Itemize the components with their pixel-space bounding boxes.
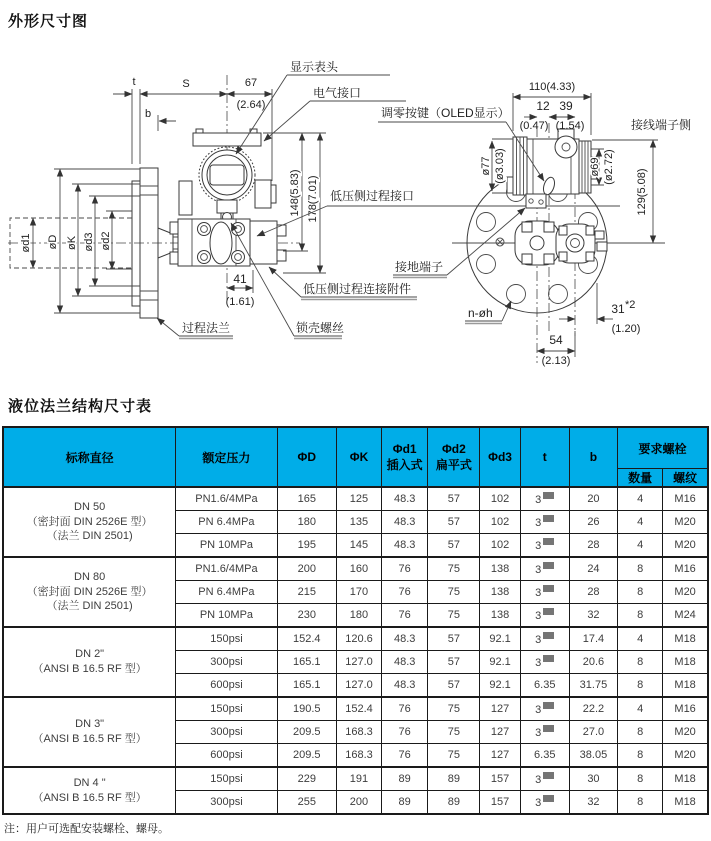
phi-d2-cell: 57 [428, 511, 480, 534]
bolt-thread-cell: M20 [663, 534, 708, 558]
phi-d1-cell: 89 [382, 791, 428, 815]
diameter-dims [20, 169, 140, 313]
phi-d3-cell: 102 [480, 487, 520, 511]
table-row [3, 487, 708, 511]
header-b: b [569, 427, 617, 487]
phi-k-cell: 180 [336, 604, 381, 628]
phi-k-cell: 135 [336, 511, 381, 534]
bolt-qty-cell: 8 [618, 651, 663, 674]
t-cell: 6.35 [520, 744, 569, 768]
phi-d3-cell: 138 [480, 581, 520, 604]
dim-o69: ø69 [589, 157, 601, 177]
drawing-title: 外形尺寸图 [8, 13, 89, 30]
phi-d2-cell: 75 [428, 697, 480, 721]
phi-d-cell: 229 [277, 767, 336, 791]
manifold-front [515, 221, 607, 265]
pressure-cell: 300psi [176, 721, 277, 744]
phi-d3-cell: 127 [480, 744, 520, 768]
dim-od1: ød1 [20, 233, 32, 253]
phi-d-cell: 200 [277, 557, 336, 581]
header-phi-d3: Φd3 [480, 427, 520, 487]
nominal-diameter-cell: DN 50 （密封面 DIN 2526E 型） （法兰 DIN 2501) [3, 487, 176, 557]
lp-side-block [250, 221, 277, 264]
dim-54-group [537, 331, 575, 367]
dim-178: 178(7.01) [307, 175, 319, 223]
bolt-thread-cell: M18 [663, 767, 708, 791]
bolt-holes-label: n-øh [468, 306, 493, 320]
housing-assembly [507, 129, 597, 208]
nominal-diameter-cell: DN 80 （密封面 DIN 2526E 型） （法兰 DIN 2501) [3, 557, 176, 627]
phi-d2-cell: 75 [428, 721, 480, 744]
outline-dimension-drawing [0, 31, 711, 381]
header-required-bolts: 要求螺栓 [618, 427, 708, 469]
bolt-thread-cell: M20 [663, 744, 708, 768]
phi-d-cell: 165.1 [277, 651, 336, 674]
phi-d2-cell: 89 [428, 791, 480, 815]
b-cell: 32 [569, 791, 617, 815]
t-cell: 3 [520, 651, 569, 674]
flange-dimensions-table [2, 426, 709, 815]
phi-d3-cell: 102 [480, 511, 520, 534]
dim-12-inch: (0.47) [519, 120, 549, 132]
dim-od3: ød3 [83, 232, 95, 252]
phi-d3-cell: 138 [480, 557, 520, 581]
bolt-qty-cell: 4 [618, 534, 663, 558]
phi-d2-cell: 75 [428, 581, 480, 604]
phi-d-cell: 230 [277, 604, 336, 628]
pressure-cell: 300psi [176, 651, 277, 674]
phi-d2-cell: 57 [428, 674, 480, 698]
redacted-box [543, 515, 554, 522]
phi-k-cell: 127.0 [336, 674, 381, 698]
table-body [3, 487, 708, 814]
bolt-qty-cell: 4 [618, 487, 663, 511]
nominal-diameter-cell: DN 2" （ANSI B 16.5 RF 型） [3, 627, 176, 697]
redacted-box [543, 492, 554, 499]
phi-d-cell: 152.4 [277, 627, 336, 651]
bolt-thread-cell: M18 [663, 651, 708, 674]
footnote: 注：用户可选配安装螺栓、螺母。 [4, 823, 169, 835]
bolt-thread-cell: M20 [663, 721, 708, 744]
ground-terminal-label: 接地端子 [395, 260, 444, 274]
lock-screw-label: 锁壳螺丝 [296, 321, 345, 335]
dim-148: 148(5.83) [289, 169, 301, 217]
phi-d1-cell: 76 [382, 744, 428, 768]
header-phi-k: ΦK [336, 427, 381, 487]
redacted-box [543, 608, 554, 615]
phi-k-cell: 160 [336, 557, 381, 581]
header-phi-d: ΦD [277, 427, 336, 487]
dim-41: 41 [233, 272, 247, 286]
dim-54: 54 [549, 333, 563, 347]
phi-d1-cell: 76 [382, 557, 428, 581]
header-phi-d1 [382, 427, 428, 487]
b-cell: 28 [569, 581, 617, 604]
header-t: t [520, 427, 569, 487]
t-cell: 3 [520, 487, 569, 511]
pressure-cell: PN 10MPa [176, 534, 277, 558]
phi-d1-cell: 76 [382, 697, 428, 721]
phi-k-cell: 200 [336, 791, 381, 815]
t-cell: 3 [520, 627, 569, 651]
phi-d1-cell: 48.3 [382, 627, 428, 651]
bolt-qty-cell: 4 [618, 511, 663, 534]
phi-k-cell: 152.4 [336, 697, 381, 721]
dim-67: 67 [244, 77, 258, 89]
b-cell: 26 [569, 511, 617, 534]
redacted-box [543, 655, 554, 662]
dim-12: 12 [536, 99, 550, 113]
ground-screw-symbol [496, 238, 504, 246]
table-row [3, 697, 708, 721]
phi-d3-cell: 138 [480, 604, 520, 628]
t-cell: 3 [520, 767, 569, 791]
bolt-qty-cell: 8 [618, 767, 663, 791]
t-cell: 6.35 [520, 674, 569, 698]
header-phi-d2-type: 扁平式 [435, 457, 472, 472]
phi-d3-cell: 157 [480, 791, 520, 815]
t-cell: 3 [520, 791, 569, 815]
bolt-qty-cell: 4 [618, 627, 663, 651]
bolt-thread-cell: M16 [663, 487, 708, 511]
phi-k-cell: 120.6 [336, 627, 381, 651]
redacted-box [543, 538, 554, 545]
dim-b: b [144, 108, 152, 120]
dim-t: t [132, 76, 136, 88]
dim-31: 31 [611, 302, 625, 316]
zero-button-label: 调零按键（OLED显示） [381, 106, 510, 120]
phi-d2-cell: 75 [428, 744, 480, 768]
nominal-diameter-cell: DN 4 " （ANSI B 16.5 RF 型） [3, 767, 176, 814]
phi-d3-cell: 102 [480, 534, 520, 558]
dim-110: 110(4.33) [528, 81, 576, 93]
dim-31-group [559, 283, 640, 335]
dim-31-sup: *2 [625, 299, 636, 311]
pressure-cell: PN 10MPa [176, 604, 277, 628]
pressure-cell: PN1.6/4MPa [176, 557, 277, 581]
redacted-box [543, 725, 554, 732]
phi-d2-cell: 75 [428, 557, 480, 581]
phi-d2-cell: 89 [428, 767, 480, 791]
b-cell: 27.0 [569, 721, 617, 744]
dim-o77-inch: (ø3.03) [494, 148, 506, 184]
phi-d-cell: 215 [277, 581, 336, 604]
t-cell: 3 [520, 534, 569, 558]
header-phi-d2 [428, 427, 480, 487]
dim-39-inch: (1.54) [555, 120, 585, 132]
phi-d1-cell: 76 [382, 604, 428, 628]
phi-d-cell: 209.5 [277, 721, 336, 744]
b-cell: 30 [569, 767, 617, 791]
t-cell: 3 [520, 604, 569, 628]
bolt-qty-cell: 8 [618, 674, 663, 698]
bolt-qty-cell: 8 [618, 721, 663, 744]
header-bolt-thread: 螺纹 [663, 469, 708, 488]
t-cell: 3 [520, 557, 569, 581]
redacted-box [543, 795, 554, 802]
nominal-diameter-cell: DN 3" （ANSI B 16.5 RF 型） [3, 697, 176, 767]
dim-o69-inch: (ø2.72) [603, 149, 615, 185]
redacted-box [543, 702, 554, 709]
t-cell: 3 [520, 581, 569, 604]
phi-d1-cell: 76 [382, 721, 428, 744]
dim-41-group [226, 270, 255, 308]
b-cell: 31.75 [569, 674, 617, 698]
pressure-cell: 150psi [176, 627, 277, 651]
phi-d-cell: 165.1 [277, 674, 336, 698]
phi-k-cell: 168.3 [336, 744, 381, 768]
phi-k-cell: 127.0 [336, 651, 381, 674]
bolt-thread-cell: M20 [663, 511, 708, 534]
header-phi-d1-type: 插入式 [386, 457, 423, 472]
dim-41-inch: (1.61) [225, 296, 255, 308]
dim-S: S [182, 78, 190, 90]
b-cell: 24 [569, 557, 617, 581]
front-view [378, 81, 691, 367]
phi-d-cell: 190.5 [277, 697, 336, 721]
bolt-qty-cell: 8 [618, 557, 663, 581]
bolt-qty-cell: 8 [618, 744, 663, 768]
table-header [3, 427, 708, 487]
phi-k-cell: 145 [336, 534, 381, 558]
dim-54-inch: (2.13) [541, 355, 571, 367]
dim-39: 39 [559, 99, 573, 113]
electrical-port-label: 电气接口 [313, 86, 362, 100]
table-row [3, 627, 708, 651]
pressure-cell: PN 6.4MPa [176, 511, 277, 534]
phi-d1-cell: 48.3 [382, 511, 428, 534]
phi-d2-cell: 57 [428, 627, 480, 651]
phi-d1-cell: 48.3 [382, 651, 428, 674]
bolt-qty-cell: 8 [618, 604, 663, 628]
terminal-side-label: 接线端子侧 [631, 118, 692, 132]
dim-12-39-group [520, 99, 585, 132]
phi-d2-cell: 57 [428, 651, 480, 674]
phi-k-cell: 191 [336, 767, 381, 791]
dim-od2: ød2 [100, 231, 112, 251]
phi-d3-cell: 157 [480, 767, 520, 791]
dim-oD: øD [47, 234, 59, 250]
phi-d1-cell: 89 [382, 767, 428, 791]
t-cell: 3 [520, 721, 569, 744]
b-cell: 38.05 [569, 744, 617, 768]
phi-k-cell: 168.3 [336, 721, 381, 744]
transmitter-body [170, 129, 286, 266]
bolt-thread-cell: M18 [663, 627, 708, 651]
dim-31-inch: (1.20) [611, 323, 641, 335]
phi-d3-cell: 127 [480, 697, 520, 721]
pressure-cell: PN 6.4MPa [176, 581, 277, 604]
lp-process-accessory-label: 低压侧过程连接附件 [303, 282, 412, 296]
bolt-thread-cell: M24 [663, 604, 708, 628]
pressure-cell: 150psi [176, 767, 277, 791]
pressure-cell: 600psi [176, 674, 277, 698]
header-rated-pressure: 额定压力 [176, 427, 277, 487]
phi-d1-cell: 48.3 [382, 487, 428, 511]
phi-d-cell: 195 [277, 534, 336, 558]
phi-d1-cell: 48.3 [382, 534, 428, 558]
b-cell: 20.6 [569, 651, 617, 674]
redacted-box [543, 772, 554, 779]
display-head-label: 显示表头 [290, 60, 339, 74]
dim-67-inch: (2.64) [236, 99, 266, 111]
dim-129: 129(5.08) [636, 168, 648, 216]
bolt-thread-cell: M16 [663, 697, 708, 721]
phi-d2-cell: 57 [428, 534, 480, 558]
phi-k-cell: 170 [336, 581, 381, 604]
table-title: 液位法兰结构尺寸表 [8, 398, 153, 415]
pressure-cell: 300psi [176, 791, 277, 815]
pressure-cell: PN1.6/4MPa [176, 487, 277, 511]
electrical-conduit [255, 180, 271, 208]
table-row [3, 767, 708, 791]
redacted-box [543, 562, 554, 569]
phi-d3-cell: 127 [480, 721, 520, 744]
bolt-qty-cell: 4 [618, 697, 663, 721]
b-cell: 22.2 [569, 697, 617, 721]
bolt-qty-cell: 8 [618, 791, 663, 815]
phi-d3-cell: 92.1 [480, 627, 520, 651]
bolt-thread-cell: M18 [663, 674, 708, 698]
b-cell: 28 [569, 534, 617, 558]
header-phi-d1-symbol: Φd1 [392, 441, 417, 456]
bolt-qty-cell: 8 [618, 581, 663, 604]
table-row [3, 557, 708, 581]
bolt-thread-cell: M18 [663, 791, 708, 815]
process-flange-label: 过程法兰 [182, 321, 231, 335]
phi-d-cell: 180 [277, 511, 336, 534]
phi-d-cell: 165 [277, 487, 336, 511]
phi-d-cell: 255 [277, 791, 336, 815]
b-cell: 32 [569, 604, 617, 628]
bolt-thread-cell: M16 [663, 557, 708, 581]
header-bolt-qty: 数量 [618, 469, 663, 488]
pressure-cell: 150psi [176, 697, 277, 721]
dim-oK: øK [66, 235, 78, 251]
phi-d3-cell: 92.1 [480, 651, 520, 674]
header-nominal-diameter: 标称直径 [3, 427, 176, 487]
phi-d2-cell: 57 [428, 487, 480, 511]
b-cell: 17.4 [569, 627, 617, 651]
phi-d3-cell: 92.1 [480, 674, 520, 698]
phi-d1-cell: 48.3 [382, 674, 428, 698]
b-cell: 20 [569, 487, 617, 511]
redacted-box [543, 632, 554, 639]
phi-d2-cell: 75 [428, 604, 480, 628]
pressure-cell: 600psi [176, 744, 277, 768]
redacted-box [543, 585, 554, 592]
t-cell: 3 [520, 697, 569, 721]
phi-d1-cell: 76 [382, 581, 428, 604]
bolt-thread-cell: M20 [663, 581, 708, 604]
lp-process-port-label: 低压侧过程接口 [330, 189, 415, 203]
header-phi-d2-symbol: Φd2 [441, 441, 466, 456]
phi-d-cell: 209.5 [277, 744, 336, 768]
phi-k-cell: 125 [336, 487, 381, 511]
dim-o77: ø77 [480, 156, 492, 176]
t-cell: 3 [520, 511, 569, 534]
